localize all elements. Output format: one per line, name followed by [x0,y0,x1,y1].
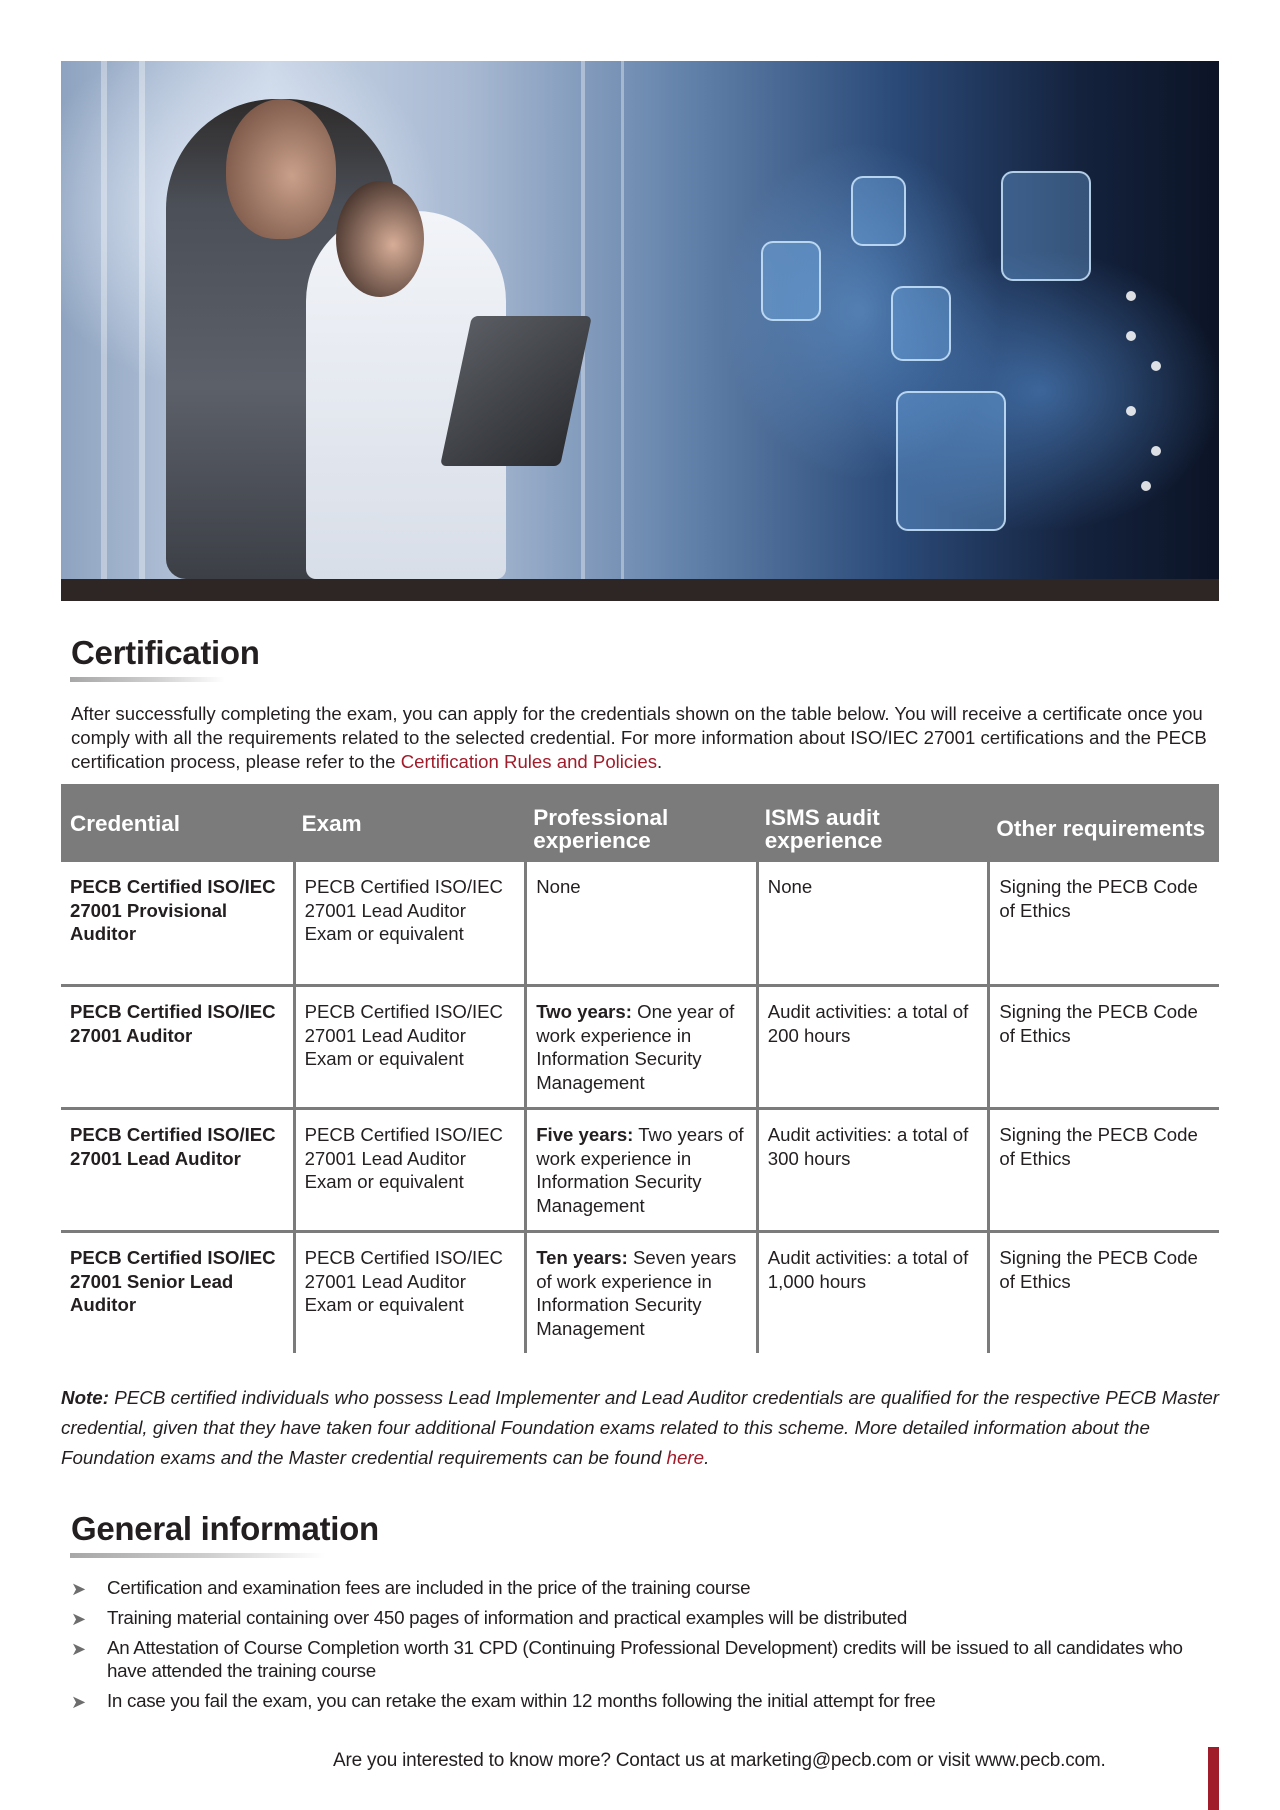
cell-exam: PECB Certified ISO/IEC 27001 Lead Auditor Exam or equivalent [293,1233,525,1353]
cell-credential: PECB Certified ISO/IEC 27001 Senior Lead Auditor [70,1247,276,1315]
hero-bottom-strip [61,579,1219,601]
server-rack-line [621,61,624,579]
heading-underline [70,677,225,682]
cell-credential: PECB Certified ISO/IEC 27001 Provisional Auditor [70,876,276,944]
table-row [61,862,1219,984]
light-dot [1126,291,1136,301]
professional-detail: One year of work experience in Information Security Management [536,1001,735,1093]
table-row [61,1107,1219,1230]
shield-icon [761,241,821,321]
header-exam: Exam [301,810,362,836]
cell-exam: PECB Certified ISO/IEC 27001 Lead Auditor Exam or equivalent [293,1110,525,1230]
cell-professional [524,1110,756,1230]
chevron-right-icon: ➤ [71,1609,86,1629]
cell-other: Signing the PECB Code of Ethics [987,862,1219,984]
here-link[interactable]: here [666,1447,705,1468]
hero-photo [61,61,1219,579]
intro-end: . [657,751,663,772]
header-credential: Credential [70,810,181,836]
table-header-row [61,784,1219,862]
hero-image [61,61,1219,601]
globe-icon [851,176,906,246]
header-professional-experience: Professional experience [533,804,669,853]
cell-isms: Audit activities: a total of 200 hours [756,987,988,1107]
list-item [71,1636,1201,1682]
cell-credential: PECB Certified ISO/IEC 27001 Lead Auditor [70,1124,276,1169]
cell-professional [524,987,756,1107]
accent-bar [1208,1747,1219,1810]
professional-detail: Seven years of work experience in Information Security Management [536,1247,737,1339]
light-dot [1141,481,1151,491]
man-head [226,99,336,239]
professional-detail: None [536,876,581,897]
server-rack-line [101,61,107,579]
professional-years: Five years: [536,1124,634,1145]
cell-exam: PECB Certified ISO/IEC 27001 Lead Auditor Exam or equivalent [293,987,525,1107]
list-item-text: Certification and examination fees are included in the price of the training course [107,1577,751,1598]
list-item-text: An Attestation of Course Completion worth 31 CPD (Continuing Professional Development) credits will be issued to all candidates who have attended the training course [107,1637,1183,1681]
light-dot [1151,361,1161,371]
header-isms-audit-experience: ISMS audit experience [764,804,883,853]
list-item [71,1606,1201,1629]
general-information-heading: General information [71,1510,379,1547]
cell-other: Signing the PECB Code of Ethics [987,1233,1219,1353]
table-body [61,862,1219,1353]
cell-professional [524,1233,756,1353]
cell-credential: PECB Certified ISO/IEC 27001 Auditor [70,1001,276,1046]
list-item-text: Training material containing over 450 pages of information and practical examples will be distributed [107,1607,908,1628]
heading-underline [70,1553,325,1558]
list-item [71,1576,1201,1599]
certification-heading: Certification [71,634,260,671]
credentials-table [61,784,1219,1353]
chevron-right-icon: ➤ [71,1579,86,1599]
cloud-icon [896,391,1006,531]
cell-other: Signing the PECB Code of Ethics [987,1110,1219,1230]
cell-isms: Audit activities: a total of 300 hours [756,1110,988,1230]
footer-contact: Are you interested to know more? Contact us at marketing@pecb.com or visit www.pecb.com. [333,1750,1106,1771]
master-credential-note [61,1383,1221,1473]
cell-isms: Audit activities: a total of 1,000 hours [756,1233,988,1353]
cell-professional [524,862,756,984]
table-row [61,984,1219,1107]
light-dot [1126,406,1136,416]
cell-exam: PECB Certified ISO/IEC 27001 Lead Auditor Exam or equivalent [293,862,525,984]
intro-text: After successfully completing the exam, you can apply for the credentials shown on the table below. You will receive a certificate once you comply with all the requirements related to the selected credential. For more information about ISO/IEC 27001 certifications and the PECB certification process, please refer to the [71,703,1207,772]
note-end: . [704,1447,710,1468]
users-icon [1001,171,1091,281]
header-other-requirements: Other requirements [996,816,1206,841]
note-text: PECB certified individuals who possess Lead Implementer and Lead Auditor credentials are qualified for the respective PECB Master credential, given that they have taken four additional Foundation exams related to this scheme. More detailed information about the Foundation exams and the Master credential requirements can be found [61,1387,1220,1468]
professional-years: Two years: [536,1001,632,1022]
certification-intro [71,702,1221,774]
table-row [61,1230,1219,1353]
server-rack-line [139,61,145,579]
professional-years: Ten years: [536,1247,628,1268]
woman-head [336,181,424,297]
certification-rules-link[interactable]: Certification Rules and Policies [400,751,657,772]
chevron-right-icon: ➤ [71,1639,86,1659]
light-dot [1126,331,1136,341]
list-item-text: In case you fail the exam, you can retake the exam within 12 months following the initial attempt for free [107,1690,936,1711]
chevron-right-icon: ➤ [71,1692,86,1712]
list-item [71,1689,1201,1712]
cell-isms: None [756,862,988,984]
cell-other: Signing the PECB Code of Ethics [987,987,1219,1107]
light-dot [1151,446,1161,456]
note-label: Note: [61,1387,109,1408]
folder-icon [891,286,951,361]
general-information-list [71,1576,1201,1719]
professional-detail: Two years of work experience in Information Security Management [536,1124,744,1216]
